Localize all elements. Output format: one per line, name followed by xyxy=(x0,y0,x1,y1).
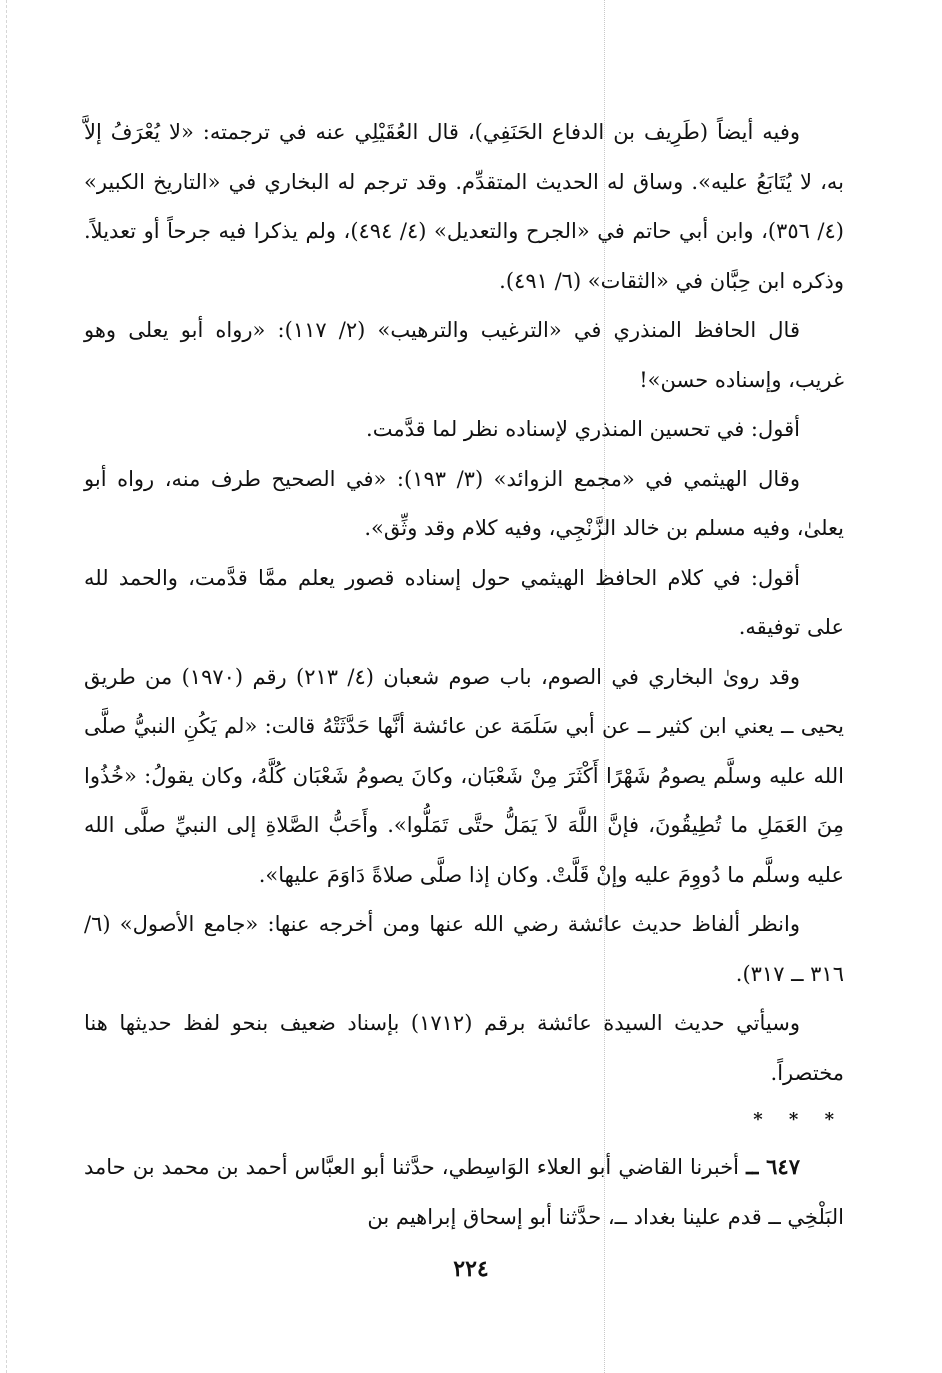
hadith-number: ٦٤٧ ــ xyxy=(746,1154,800,1179)
paragraph-see-also: وانظر ألفاظ حديث عائشة رضي الله عنها ومن أخرجه عنها: «جامع الأصول» (٦/ ٣١٦ ــ ٣١٧). xyxy=(84,912,844,986)
section-divider: * * * xyxy=(753,1109,844,1130)
paragraph-comment-mundhiri: أقول: في تحسين المنذري لإسناده نظر لما قدَّمت. xyxy=(366,417,800,441)
paragraph-comment-haythami: أقول: في كلام الحافظ الهيثمي حول إسناده قصور يعلم ممَّا قدَّمت، والحمد لله على توفيقه. xyxy=(84,565,844,639)
main-text xyxy=(84,108,844,1242)
hadith-entry xyxy=(84,1142,844,1242)
paragraph-mundhiri: قال الحافظ المنذري في «الترغيب والترهيب» (٢/ ١١٧): «رواه أبو يعلى وهو غريب، وإسناده حسن»! xyxy=(84,318,844,392)
paragraph-narrator-note: وفيه أيضاً (طَرِيف بن الدفاع الحَنَفِي)، قال العُقَيْلِي عنه في ترجمته: «لا يُعْرَفُ إلاَّ به، لا يُتَابَعُ عليه». وساق له الحديث المتقدِّم. وقد ترجم له البخاري في «التاريخ الكبير» (٤/ ٣٥٦)، وابن أبي حاتم في «الجرح والتعديل» (٤/ ٤٩٤)، ولم يذكرا فيه جرحاً أو تعديلاً. وذكره ابن حِبَّان في «الثقات» (٦/ ٤٩١). xyxy=(84,120,844,293)
scan-edge-line xyxy=(6,0,7,1373)
paragraph-forthcoming: وسيأتي حديث السيدة عائشة برقم (١٧١٢) بإسناد ضعيف بنحو لفظ حديثها هنا مختصراً. xyxy=(84,1011,844,1085)
hadith-text: أخبرنا القاضي أبو العلاء الوَاسِطي، حدَّثنا أبو العبَّاس أحمد بن محمد بن حامد البَلْخِي ــ قدم علينا بغداد ــ، حدَّثنا أبو إسحاق إبراهيم بن xyxy=(84,1155,844,1229)
paragraph-haythami: وقال الهيثمي في «مجمع الزوائد» (٣/ ١٩٣): «في الصحيح طرف منه، رواه أبو يعلىٰ، وفيه مسلم بن خالد الزَّنْجِي، وفيه كلام وقد وثِّق». xyxy=(84,466,844,540)
paragraph-bukhari: وقد روىٰ البخاري في الصوم، باب صوم شعبان (٤/ ٢١٣) رقم (١٩٧٠) من طريق يحيى ــ يعني ابن كثير ــ عن أبي سَلَمَة عن عائشة أنَّها حَدَّثَتْهُ قالت: «لم يَكُنِ النبيُّ صلَّى الله عليه وسلَّم يصومُ شَهْرًا أَكْثَرَ مِنْ شَعْبَان، وكانَ يصومُ شَعْبَان كُلَّهُ، وكان يقولُ: «خُذُوا مِنَ العَمَلِ ما تُطِيقُونَ، فإنَّ اللَّهَ لاَ يَمَلُّ حتَّى تَمَلُّوا». وأَحَبُّ الصَّلاةِ إلى النبيِّ صلَّى الله عليه وسلَّم ما دُووِمَ عليه وإنْ قَلَّتْ. وكان إذا صلَّى صلاةً دَاوَمَ عليها». xyxy=(84,664,844,887)
page-number: ٢٢٤ xyxy=(453,1256,489,1282)
